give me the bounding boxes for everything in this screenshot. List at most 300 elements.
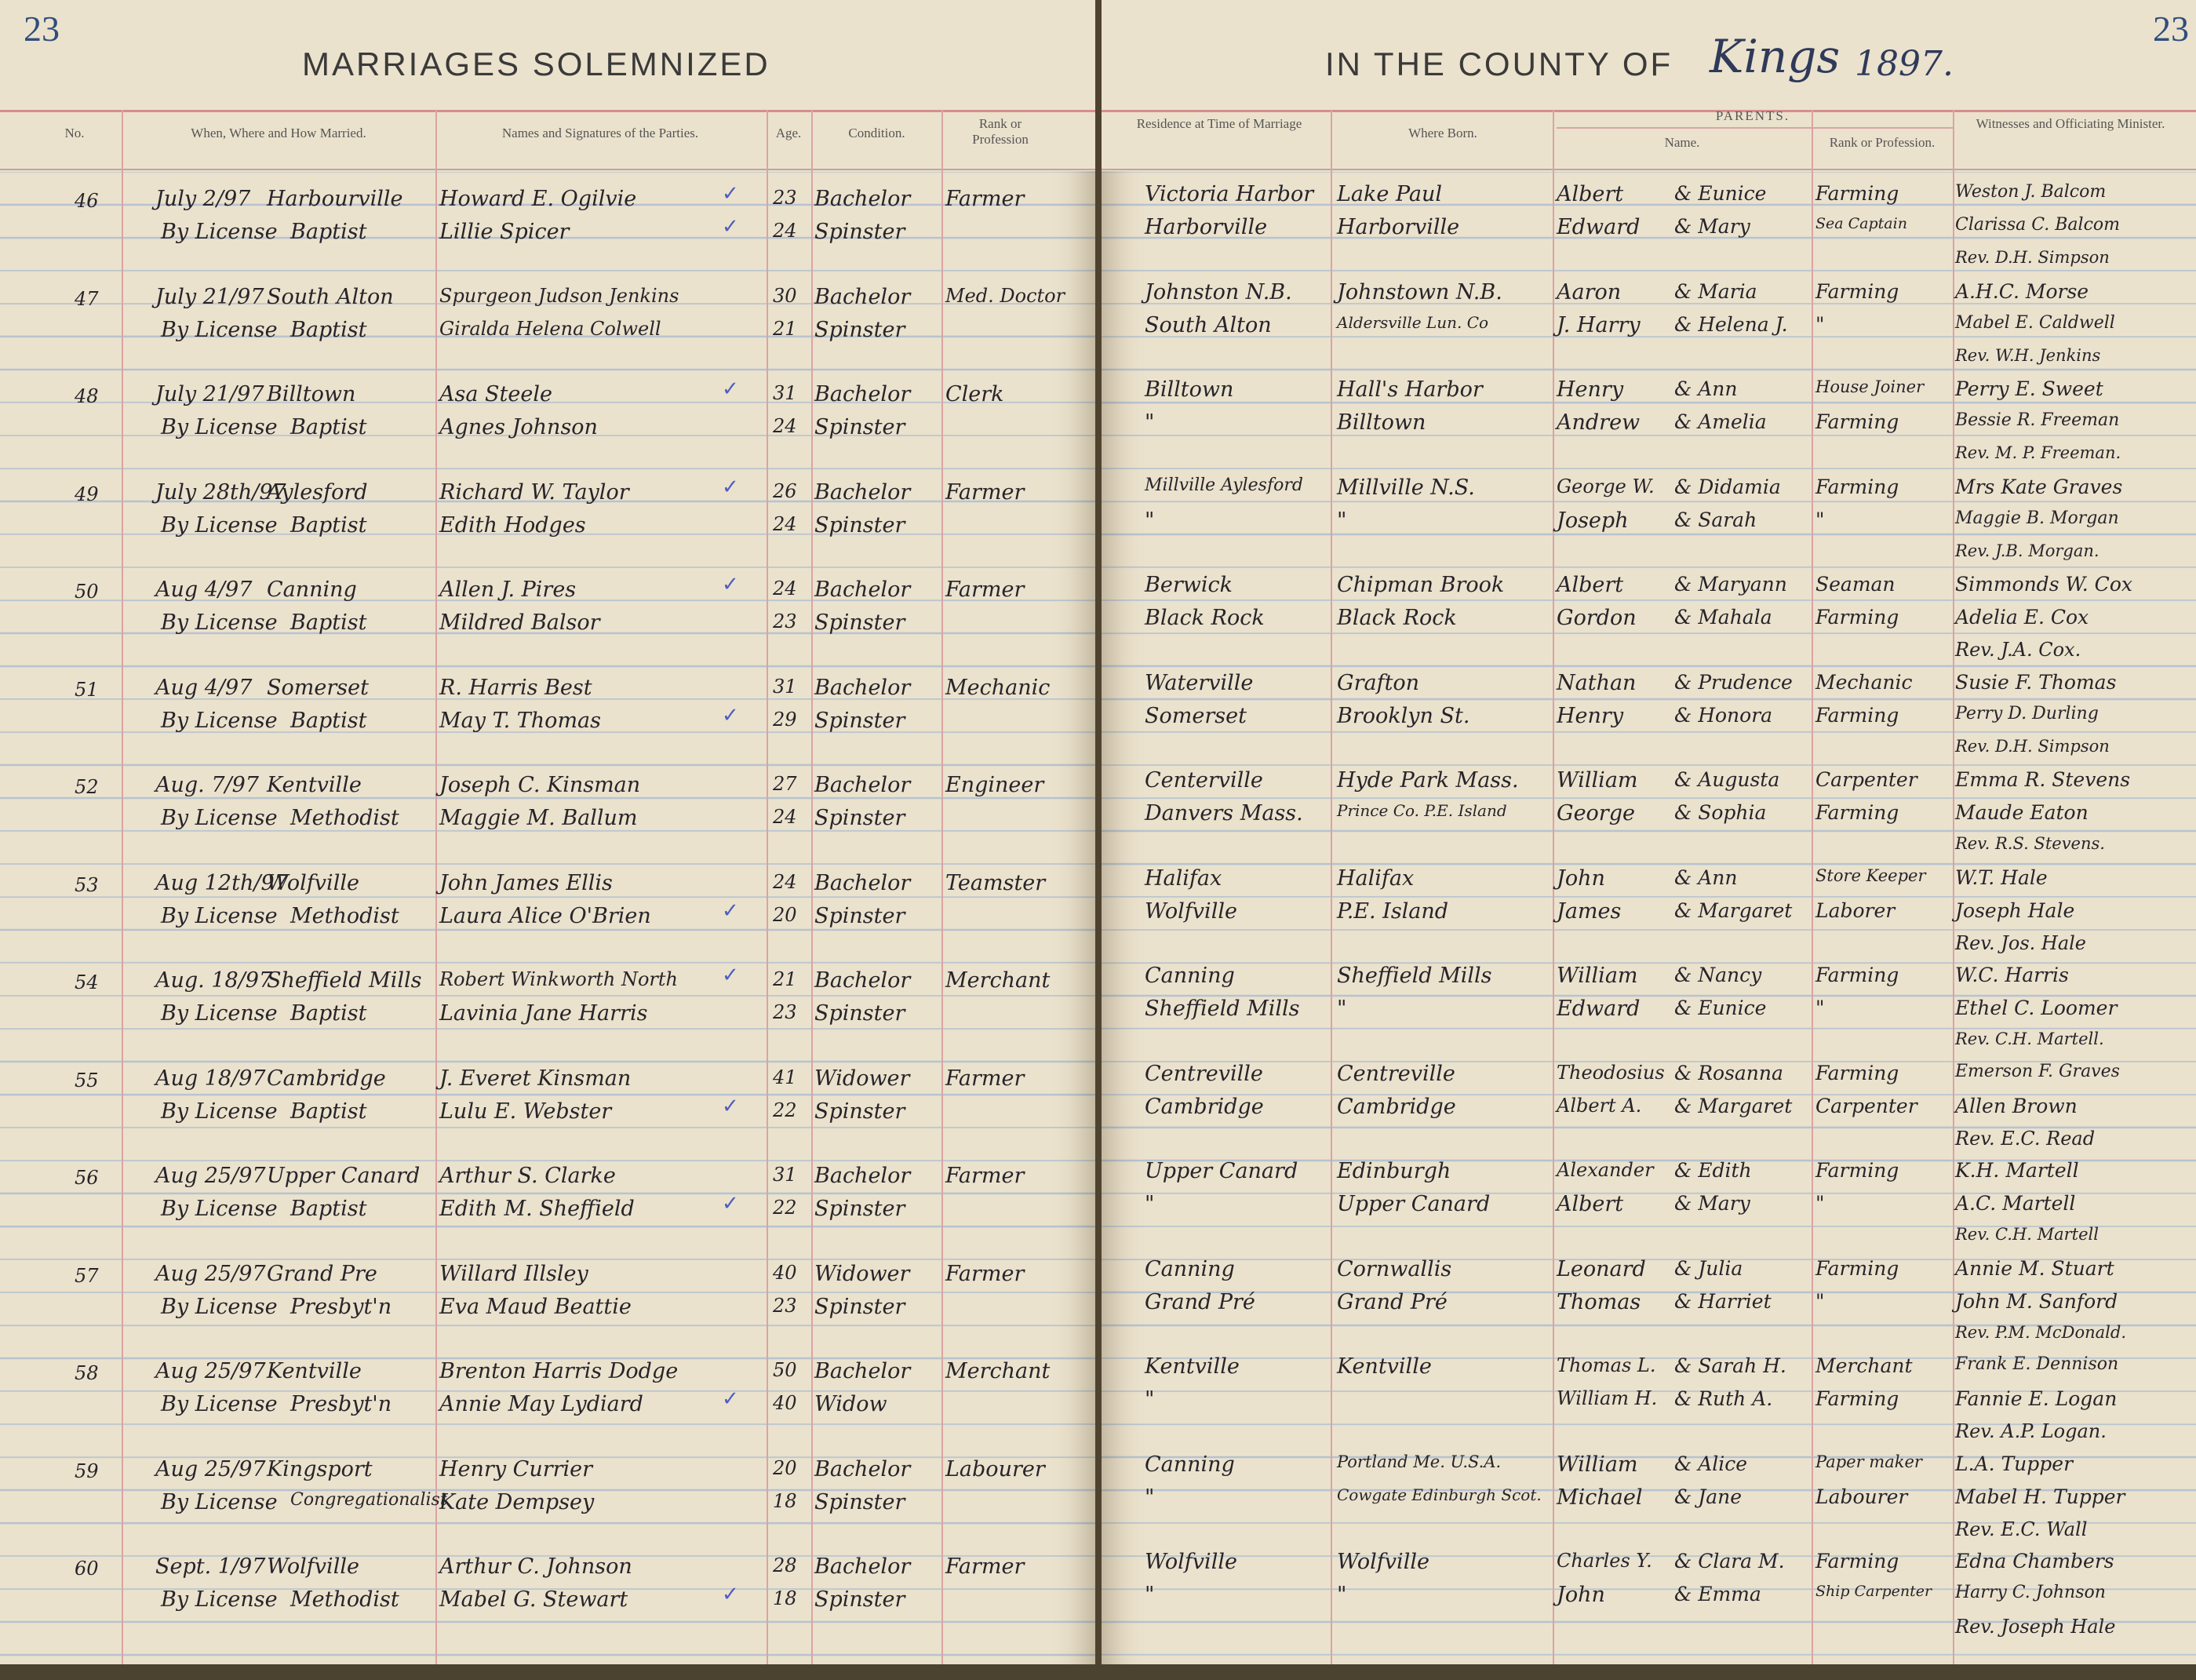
residence-groom: Upper Canard bbox=[1145, 1159, 1298, 1183]
page-number-left: 23 bbox=[24, 9, 60, 49]
witness-2: Mabel E. Caldwell bbox=[1955, 312, 2115, 333]
father-profession: Paper maker bbox=[1815, 1452, 1922, 1471]
mother-name: & Julia bbox=[1674, 1256, 1743, 1280]
record-number: 49 bbox=[75, 483, 99, 505]
officiating-minister: Rev. P.M. McDonald. bbox=[1955, 1322, 2126, 1342]
bride-name: Kate Dempsey bbox=[439, 1489, 595, 1514]
denomination: Baptist bbox=[290, 708, 367, 733]
mother-name-bride: & Ruth A. bbox=[1674, 1387, 1773, 1410]
col-divider bbox=[767, 110, 768, 1680]
witness-2: Adelia E. Cox bbox=[1955, 606, 2089, 629]
mother-name-bride: & Mahala bbox=[1674, 606, 1772, 629]
bride-condition: Spinster bbox=[814, 903, 905, 928]
col-head-age: Age. bbox=[775, 126, 802, 140]
officiating-minister: Rev. R.S. Stevens. bbox=[1955, 834, 2105, 853]
bride-condition: Spinster bbox=[814, 1294, 905, 1319]
marriage-date: July 21/97 bbox=[155, 382, 264, 406]
col-head-witnesses: Witnesses and Officiating Minister. bbox=[1976, 116, 2165, 131]
mother-name-bride: & Eunice bbox=[1674, 997, 1767, 1019]
father-name: Henry bbox=[1557, 377, 1624, 402]
bride-name: Eva Maud Beattie bbox=[439, 1294, 632, 1319]
mother-name: & Sarah H. bbox=[1674, 1354, 1786, 1377]
groom-profession: Farmer bbox=[945, 1554, 1025, 1579]
groom-age: 21 bbox=[773, 968, 797, 990]
book-spine bbox=[1095, 0, 1102, 1680]
marriage-place: Canning bbox=[267, 578, 357, 602]
groom-name: Henry Currier bbox=[439, 1456, 593, 1481]
father-name-bride: Albert bbox=[1557, 1192, 1624, 1216]
denomination: Baptist bbox=[290, 220, 367, 244]
marriage-place: Harbourville bbox=[267, 187, 403, 211]
father-profession-bride: " bbox=[1815, 997, 1825, 1019]
groom-condition: Bachelor bbox=[814, 1164, 911, 1188]
father-name-bride: John bbox=[1557, 1583, 1605, 1607]
residence-groom: Victoria Harbor bbox=[1145, 182, 1314, 206]
groom-condition: Bachelor bbox=[814, 773, 911, 797]
bride-name: Laura Alice O'Brien bbox=[439, 903, 651, 928]
marriage-date: Aug 4/97 bbox=[155, 675, 253, 700]
groom-profession: Med. Doctor bbox=[945, 284, 1065, 307]
groom-age: 28 bbox=[773, 1554, 797, 1576]
bride-age: 24 bbox=[773, 806, 797, 828]
record-number: 53 bbox=[75, 873, 99, 896]
father-name: Alexander bbox=[1557, 1159, 1654, 1181]
marriage-date: Sept. 1/97 bbox=[155, 1554, 266, 1579]
residence-bride: " bbox=[1145, 1192, 1155, 1216]
mother-name: & Didamia bbox=[1674, 475, 1781, 498]
groom-name: Joseph C. Kinsman bbox=[439, 773, 641, 797]
witness-1: Weston J. Balcom bbox=[1955, 182, 2107, 202]
mother-name-bride: & Mary bbox=[1674, 215, 1750, 238]
groom-profession: Labourer bbox=[945, 1456, 1045, 1481]
officiating-minister: Rev. A.P. Logan. bbox=[1955, 1420, 2107, 1442]
father-profession-bride: Carpenter bbox=[1815, 1094, 1917, 1117]
license-type: By License bbox=[161, 1587, 278, 1612]
marriage-place: Sheffield Mills bbox=[267, 968, 422, 993]
groom-condition: Widower bbox=[814, 1261, 910, 1286]
col-divider bbox=[435, 110, 437, 1680]
birthplace-bride: Prince Co. P.E. Island bbox=[1337, 801, 1507, 820]
witness-1: A.H.C. Morse bbox=[1955, 279, 2089, 303]
col-divider bbox=[1812, 110, 1813, 1680]
marriage-date: Aug 25/97 bbox=[155, 1456, 266, 1481]
bride-condition: Spinster bbox=[814, 317, 905, 342]
mother-name: & Nancy bbox=[1674, 964, 1762, 986]
mother-name: & Prudence bbox=[1674, 670, 1793, 694]
col-head-parents-rank: Rank or Profession. bbox=[1829, 135, 1936, 150]
bride-age: 24 bbox=[773, 512, 797, 535]
col-divider bbox=[1331, 110, 1332, 1680]
birthplace-groom: Edinburgh bbox=[1337, 1159, 1451, 1183]
groom-profession: Mechanic bbox=[945, 675, 1051, 700]
witness-1: Susie F. Thomas bbox=[1955, 670, 2117, 694]
groom-condition: Bachelor bbox=[814, 578, 911, 602]
groom-condition: Bachelor bbox=[814, 382, 911, 406]
father-profession: Carpenter bbox=[1815, 768, 1917, 791]
witness-2: Allen Brown bbox=[1955, 1094, 2078, 1117]
groom-profession: Farmer bbox=[945, 1261, 1025, 1286]
col-divider bbox=[811, 110, 813, 1680]
col-head-names: Names and Signatures of the Parties. bbox=[501, 126, 699, 140]
groom-name: Arthur S. Clarke bbox=[439, 1164, 616, 1188]
groom-name: John James Ellis bbox=[439, 870, 613, 895]
bride-name: Mabel G. Stewart bbox=[439, 1587, 628, 1612]
bride-name: Annie May Lydiard bbox=[439, 1392, 643, 1416]
birthplace-bride: Harborville bbox=[1337, 215, 1460, 239]
birthplace-groom: Chipman Brook bbox=[1337, 573, 1505, 597]
father-profession: Farming bbox=[1815, 1256, 1899, 1280]
mother-name: & Maryann bbox=[1674, 573, 1787, 596]
check-mark-icon: ✓ bbox=[722, 898, 739, 923]
check-mark-icon: ✓ bbox=[722, 1387, 739, 1411]
col-divider bbox=[122, 110, 123, 1680]
groom-age: 24 bbox=[773, 578, 797, 599]
residence-groom: Canning bbox=[1145, 1256, 1235, 1281]
groom-profession: Merchant bbox=[945, 968, 1051, 993]
groom-condition: Bachelor bbox=[814, 1456, 911, 1481]
father-profession: Seaman bbox=[1815, 573, 1896, 596]
license-type: By License bbox=[161, 610, 278, 635]
bride-age: 29 bbox=[773, 708, 797, 731]
witness-2: Perry D. Durling bbox=[1955, 703, 2099, 723]
father-name-bride: Joseph bbox=[1557, 508, 1629, 533]
residence-bride: Harborville bbox=[1145, 215, 1268, 239]
book-bottom-edge bbox=[0, 1664, 2196, 1680]
marriage-place: Kentville bbox=[267, 773, 362, 797]
marriage-date: July 2/97 bbox=[155, 187, 251, 211]
birthplace-bride: Cowgate Edinburgh Scot. bbox=[1337, 1485, 1542, 1504]
residence-bride: South Alton bbox=[1145, 312, 1272, 337]
witness-2: Maggie B. Morgan bbox=[1955, 508, 2119, 528]
marriage-place: South Alton bbox=[267, 284, 394, 309]
father-profession: Store Keeper bbox=[1815, 866, 1926, 885]
marriage-date: Aug 25/97 bbox=[155, 1261, 266, 1286]
bride-age: 22 bbox=[773, 1099, 797, 1121]
bride-name: Mildred Balsor bbox=[439, 610, 600, 635]
marriage-place: Cambridge bbox=[267, 1066, 386, 1091]
record-number: 57 bbox=[75, 1264, 99, 1287]
groom-age: 20 bbox=[773, 1456, 797, 1479]
denomination: Baptist bbox=[290, 1001, 367, 1026]
residence-bride: Danvers Mass. bbox=[1145, 801, 1303, 825]
groom-name: Allen J. Pires bbox=[439, 578, 577, 602]
residence-groom: Canning bbox=[1145, 964, 1235, 988]
birthplace-groom: Lake Paul bbox=[1337, 182, 1443, 206]
groom-name: Arthur C. Johnson bbox=[439, 1554, 632, 1579]
father-name: John bbox=[1557, 866, 1605, 891]
residence-bride: Wolfville bbox=[1145, 898, 1237, 924]
groom-condition: Bachelor bbox=[814, 284, 911, 309]
license-type: By License bbox=[161, 1001, 278, 1026]
witness-1: Emerson F. Graves bbox=[1955, 1061, 2120, 1081]
residence-bride: " bbox=[1145, 1583, 1155, 1607]
bride-name: May T. Thomas bbox=[439, 708, 601, 733]
mother-name: & Edith bbox=[1674, 1159, 1752, 1182]
marriage-date: Aug. 18/97 bbox=[155, 968, 273, 993]
bride-condition: Spinster bbox=[814, 512, 905, 538]
bride-age: 24 bbox=[773, 220, 797, 242]
year: 1897. bbox=[1855, 44, 1954, 84]
record-number: 51 bbox=[75, 678, 99, 701]
bride-age: 23 bbox=[773, 1001, 797, 1023]
mother-name-bride: & Honora bbox=[1674, 703, 1773, 727]
birthplace-bride: Cambridge bbox=[1337, 1094, 1456, 1119]
birthplace-groom: Portland Me. U.S.A. bbox=[1337, 1452, 1502, 1471]
check-mark-icon: ✓ bbox=[722, 182, 739, 206]
col-head-condition: Condition. bbox=[848, 126, 905, 140]
officiating-minister: Rev. D.H. Simpson bbox=[1955, 736, 2110, 756]
residence-groom: Waterville bbox=[1145, 670, 1254, 695]
officiating-minister: Rev. Jos. Hale bbox=[1955, 931, 2087, 954]
license-type: By License bbox=[161, 220, 278, 244]
witness-1: W.C. Harris bbox=[1955, 964, 2069, 986]
birthplace-groom: Centreville bbox=[1337, 1061, 1455, 1086]
marriage-place: Upper Canard bbox=[267, 1164, 421, 1188]
father-name: William bbox=[1557, 768, 1638, 793]
father-name-bride: Thomas bbox=[1557, 1289, 1641, 1314]
residence-bride: Grand Pré bbox=[1145, 1289, 1255, 1314]
check-mark-icon: ✓ bbox=[722, 1192, 739, 1215]
groom-age: 26 bbox=[773, 479, 797, 502]
check-mark-icon: ✓ bbox=[722, 703, 739, 727]
officiating-minister: Rev. E.C. Wall bbox=[1955, 1518, 2088, 1540]
groom-profession: Clerk bbox=[945, 382, 1004, 406]
groom-name: Willard Illsley bbox=[439, 1261, 588, 1286]
parents-rule bbox=[1557, 127, 1953, 129]
residence-bride: Sheffield Mills bbox=[1145, 997, 1300, 1021]
col-head-parents-name: Name. bbox=[1664, 135, 1700, 150]
check-mark-icon: ✓ bbox=[722, 475, 739, 499]
groom-profession: Farmer bbox=[945, 1066, 1025, 1091]
officiating-minister: Rev. E.C. Read bbox=[1955, 1127, 2096, 1150]
residence-groom: Halifax bbox=[1145, 866, 1222, 891]
father-profession-bride: Sea Captain bbox=[1815, 215, 1907, 232]
marriage-date: Aug. 7/97 bbox=[155, 773, 259, 797]
header-rule-bottom bbox=[0, 169, 1095, 170]
witness-2: Mabel H. Tupper bbox=[1955, 1485, 2125, 1508]
father-name: George W. bbox=[1557, 475, 1655, 497]
father-name: Nathan bbox=[1557, 670, 1637, 695]
title-right: IN THE COUNTY OF bbox=[1325, 46, 1673, 82]
mother-name-bride: & Sophia bbox=[1674, 801, 1767, 824]
officiating-minister: Rev. C.H. Martell bbox=[1955, 1225, 2099, 1244]
father-name-bride: George bbox=[1557, 801, 1635, 825]
residence-bride: Cambridge bbox=[1145, 1094, 1264, 1119]
birthplace-groom: Hall's Harbor bbox=[1337, 377, 1483, 402]
father-name: William bbox=[1557, 964, 1638, 988]
marriage-date: Aug 12th/97 bbox=[155, 870, 288, 895]
birthplace-bride: P.E. Island bbox=[1337, 898, 1449, 924]
residence-groom: Billtown bbox=[1145, 377, 1234, 402]
groom-name: Robert Winkworth North bbox=[439, 968, 678, 990]
bride-name: Maggie M. Ballum bbox=[439, 806, 638, 830]
residence-groom: Centreville bbox=[1145, 1061, 1263, 1086]
birthplace-bride: Billtown bbox=[1337, 410, 1426, 435]
witness-2: Harry C. Johnson bbox=[1955, 1583, 2106, 1602]
bride-condition: Spinster bbox=[814, 806, 905, 830]
mother-name: & Eunice bbox=[1674, 182, 1767, 205]
mother-name: & Ann bbox=[1674, 377, 1738, 400]
officiating-minister: Rev. J.A. Cox. bbox=[1955, 639, 2081, 661]
col-head-born: Where Born. bbox=[1408, 126, 1477, 140]
left-header bbox=[0, 0, 1095, 171]
father-profession-bride: Ship Carpenter bbox=[1815, 1583, 1932, 1600]
record-number: 48 bbox=[75, 385, 99, 407]
residence-bride: " bbox=[1145, 1387, 1155, 1412]
father-name: Thomas L. bbox=[1557, 1354, 1656, 1376]
mother-name: & Rosanna bbox=[1674, 1061, 1783, 1084]
denomination: Presbyt'n bbox=[290, 1294, 392, 1319]
residence-groom: Millville Aylesford bbox=[1145, 475, 1303, 495]
birthplace-bride: " bbox=[1337, 1583, 1347, 1607]
father-name-bride: Albert A. bbox=[1557, 1094, 1642, 1117]
father-name-bride: Edward bbox=[1557, 215, 1641, 239]
officiating-minister: Rev. D.H. Simpson bbox=[1955, 248, 2110, 267]
check-mark-icon: ✓ bbox=[722, 1094, 739, 1118]
groom-age: 24 bbox=[773, 870, 797, 893]
marriage-place: Billtown bbox=[267, 382, 356, 406]
witness-2: Fannie E. Logan bbox=[1955, 1387, 2118, 1410]
header-rule bbox=[0, 110, 1095, 112]
groom-condition: Bachelor bbox=[814, 870, 911, 895]
birthplace-bride: " bbox=[1337, 997, 1347, 1021]
birthplace-groom: Johnstown N.B. bbox=[1337, 279, 1502, 304]
residence-bride: " bbox=[1145, 1485, 1155, 1510]
bride-condition: Spinster bbox=[814, 708, 905, 733]
father-profession: Farming bbox=[1815, 1159, 1899, 1182]
groom-name: Asa Steele bbox=[439, 382, 552, 406]
license-type: By License bbox=[161, 1099, 278, 1124]
father-profession-bride: " bbox=[1815, 1192, 1825, 1215]
birthplace-groom: Cornwallis bbox=[1337, 1256, 1452, 1281]
residence-groom: Centerville bbox=[1145, 768, 1263, 793]
marriage-date: Aug 4/97 bbox=[155, 578, 253, 602]
record-number: 50 bbox=[75, 581, 99, 603]
mother-name-bride: & Jane bbox=[1674, 1485, 1743, 1508]
mother-name: & Maria bbox=[1674, 279, 1757, 303]
bride-condition: Spinster bbox=[814, 1197, 905, 1221]
check-mark-icon: ✓ bbox=[722, 573, 739, 596]
father-profession-bride: Farming bbox=[1815, 801, 1899, 824]
groom-age: 27 bbox=[773, 773, 797, 795]
father-profession: Farming bbox=[1815, 182, 1899, 205]
record-number: 54 bbox=[75, 971, 99, 993]
father-profession: Farming bbox=[1815, 1061, 1899, 1084]
groom-profession: Farmer bbox=[945, 187, 1025, 211]
father-profession-bride: " bbox=[1815, 312, 1825, 336]
record-number: 55 bbox=[75, 1069, 99, 1091]
bride-name: Giralda Helena Colwell bbox=[439, 317, 661, 340]
witness-1: Perry E. Sweet bbox=[1955, 377, 2103, 400]
bride-condition: Spinster bbox=[814, 1001, 905, 1026]
groom-condition: Bachelor bbox=[814, 187, 911, 211]
residence-bride: " bbox=[1145, 410, 1155, 435]
left-page bbox=[0, 0, 1095, 1680]
marriage-date: Aug 25/97 bbox=[155, 1359, 266, 1383]
col-divider bbox=[1553, 110, 1554, 1680]
residence-groom: Kentville bbox=[1145, 1354, 1240, 1379]
denomination: Methodist bbox=[290, 903, 399, 928]
bride-age: 18 bbox=[773, 1587, 797, 1609]
father-profession-bride: Farming bbox=[1815, 606, 1899, 629]
father-profession-bride: " bbox=[1815, 1289, 1825, 1313]
license-type: By License bbox=[161, 512, 278, 538]
bride-age: 40 bbox=[773, 1392, 797, 1414]
witness-1: W.T. Hale bbox=[1955, 866, 2048, 889]
officiating-minister: Rev. W.H. Jenkins bbox=[1955, 345, 2101, 365]
residence-groom: Wolfville bbox=[1145, 1550, 1237, 1574]
groom-age: 50 bbox=[773, 1359, 797, 1381]
denomination: Congregationalist bbox=[290, 1489, 447, 1510]
denomination: Baptist bbox=[290, 610, 367, 635]
mother-name-bride: & Mary bbox=[1674, 1192, 1750, 1215]
witness-2: Bessie R. Freeman bbox=[1955, 410, 2120, 430]
birthplace-groom: Hyde Park Mass. bbox=[1337, 768, 1519, 793]
birthplace-groom: Kentville bbox=[1337, 1354, 1432, 1379]
father-name-bride: Henry bbox=[1557, 703, 1624, 728]
bride-age: 18 bbox=[773, 1489, 797, 1512]
birthplace-bride: Brooklyn St. bbox=[1337, 703, 1470, 728]
marriage-place: Kingsport bbox=[267, 1456, 373, 1481]
record-number: 47 bbox=[75, 287, 99, 310]
father-profession: Farming bbox=[1815, 1550, 1899, 1572]
father-name-bride: William H. bbox=[1557, 1387, 1658, 1409]
witness-2: A.C. Martell bbox=[1955, 1192, 2076, 1215]
groom-profession: Farmer bbox=[945, 1164, 1025, 1188]
page-number-right: 23 bbox=[2153, 9, 2189, 49]
groom-condition: Bachelor bbox=[814, 1554, 911, 1579]
mother-name-bride: & Sarah bbox=[1674, 508, 1757, 531]
father-profession-bride: Farming bbox=[1815, 410, 1899, 433]
check-mark-icon: ✓ bbox=[722, 964, 739, 987]
birthplace-bride: " bbox=[1337, 508, 1347, 533]
license-type: By License bbox=[161, 415, 278, 439]
denomination: Baptist bbox=[290, 512, 367, 538]
father-name-bride: Michael bbox=[1557, 1485, 1643, 1510]
record-number: 59 bbox=[75, 1460, 99, 1482]
bride-condition: Spinster bbox=[814, 1587, 905, 1612]
witness-2: Joseph Hale bbox=[1955, 898, 2075, 922]
groom-name: Brenton Harris Dodge bbox=[439, 1359, 679, 1383]
groom-profession: Merchant bbox=[945, 1359, 1051, 1383]
residence-bride: " bbox=[1145, 508, 1155, 533]
bride-age: 23 bbox=[773, 610, 797, 632]
groom-profession: Farmer bbox=[945, 479, 1025, 505]
license-type: By License bbox=[161, 903, 278, 928]
marriage-place: Grand Pre bbox=[267, 1261, 377, 1286]
groom-profession: Engineer bbox=[945, 773, 1044, 797]
birthplace-groom: Sheffield Mills bbox=[1337, 964, 1492, 988]
father-name: Charles Y. bbox=[1557, 1550, 1652, 1572]
marriage-date: Aug 18/97 bbox=[155, 1066, 266, 1091]
father-profession: Farming bbox=[1815, 475, 1899, 498]
father-profession-bride: Farming bbox=[1815, 703, 1899, 727]
officiating-minister: Rev. C.H. Martell. bbox=[1955, 1030, 2104, 1048]
father-profession: Farming bbox=[1815, 964, 1899, 986]
col-head-residence: Residence at Time of Marriage bbox=[1136, 116, 1302, 131]
marriage-place: Kentville bbox=[267, 1359, 362, 1383]
groom-name: R. Harris Best bbox=[439, 675, 592, 700]
bride-name: Lillie Spicer bbox=[439, 220, 570, 244]
groom-name: Spurgeon Judson Jenkins bbox=[439, 284, 679, 307]
father-profession: Mechanic bbox=[1815, 670, 1913, 694]
license-type: By License bbox=[161, 708, 278, 733]
residence-groom: Canning bbox=[1145, 1452, 1235, 1477]
record-number: 58 bbox=[75, 1362, 99, 1384]
father-name-bride: Edward bbox=[1557, 997, 1641, 1021]
residence-bride: Somerset bbox=[1145, 703, 1247, 728]
father-profession-bride: Laborer bbox=[1815, 898, 1896, 922]
